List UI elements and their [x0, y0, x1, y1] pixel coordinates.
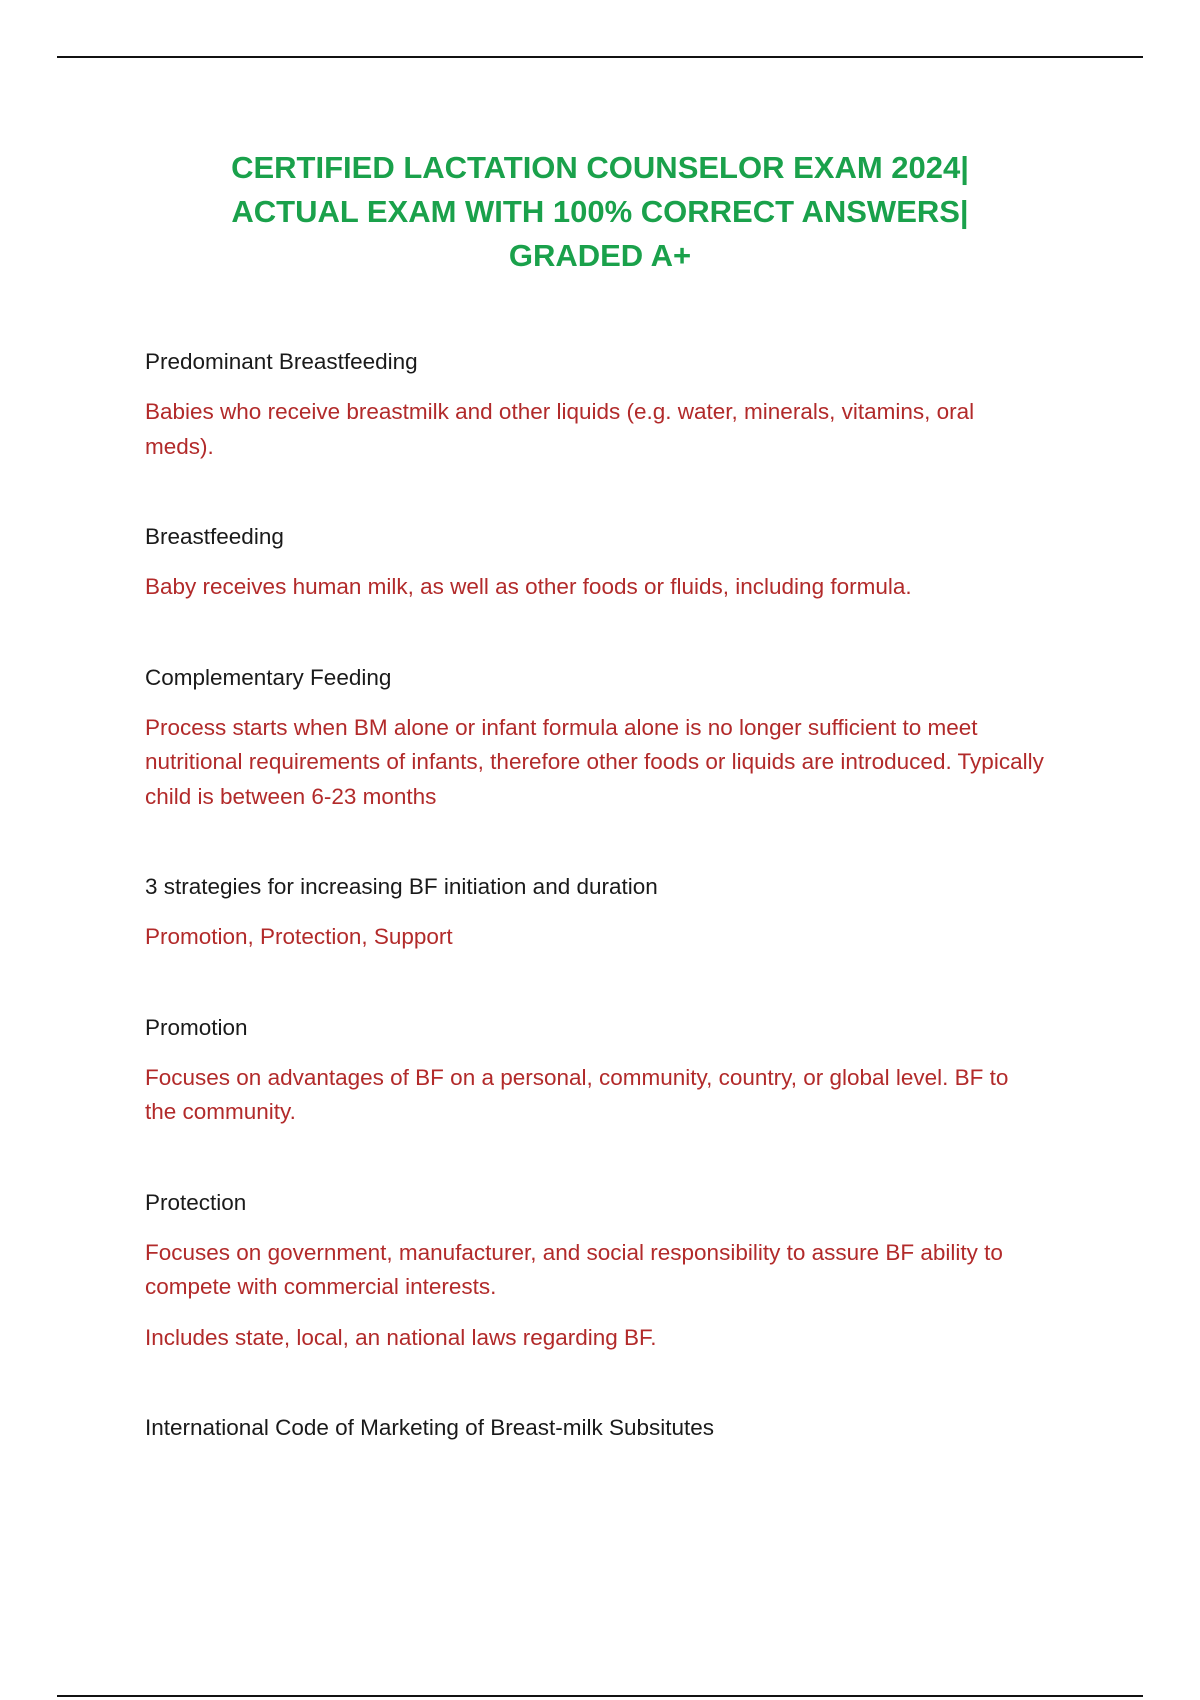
entry-definition: Babies who receive breastmilk and other liquids (e.g. water, minerals, vitamins, oral meds).: [145, 399, 975, 459]
entry-definition: Focuses on government, manufacturer, and social responsibility to assure BF ability to compete with commercial interests.: [145, 1239, 1003, 1299]
entry-definition: Baby receives human milk, as well as other foods or fluids, including formula.: [145, 574, 912, 599]
entry-definition: Includes state, local, an national laws regarding BF.: [145, 1324, 657, 1350]
entry-predominant-breastfeeding: [145, 345, 1045, 464]
top-rule: [57, 56, 1143, 58]
entry-promotion: [145, 1011, 1045, 1130]
entry-international-code: [145, 1411, 1045, 1445]
title-line: CERTIFIED LACTATION COUNSELOR EXAM 2024|: [231, 150, 969, 185]
bottom-rule: [57, 1695, 1143, 1697]
entry-term: Promotion: [145, 1014, 248, 1040]
entry-term: Protection: [145, 1189, 247, 1215]
document-title: [0, 146, 1200, 278]
entry-definition: Process starts when BM alone or infant formula alone is no longer sufficient to meet nutritional requirements of infants, therefore other foods or liquids are introduced. Typically child is between 6-23 months: [145, 714, 1044, 809]
entry-term: Complementary Feeding: [145, 664, 392, 690]
title-line: GRADED A+: [508, 238, 692, 273]
entry-term: International Code of Marketing of Breast-milk Subsitutes: [145, 1415, 715, 1440]
entry-term: Predominant Breastfeeding: [145, 349, 418, 374]
entry-term: 3 strategies for increasing BF initiation and duration: [145, 874, 658, 899]
entry-definition: Focuses on advantages of BF on a personal, community, country, or global level. BF to the community.: [145, 1064, 1009, 1124]
entry-protection: [145, 1186, 1045, 1356]
entry-complementary-feeding: [145, 661, 1045, 815]
entry-definition: Promotion, Protection, Support: [145, 924, 453, 949]
entry-breastfeeding: [145, 520, 1045, 605]
entry-three-strategies: [145, 870, 1045, 955]
flashcard-list: [145, 345, 1045, 1501]
title-line: ACTUAL EXAM WITH 100% CORRECT ANSWERS|: [231, 194, 969, 229]
entry-term: Breastfeeding: [145, 524, 284, 549]
